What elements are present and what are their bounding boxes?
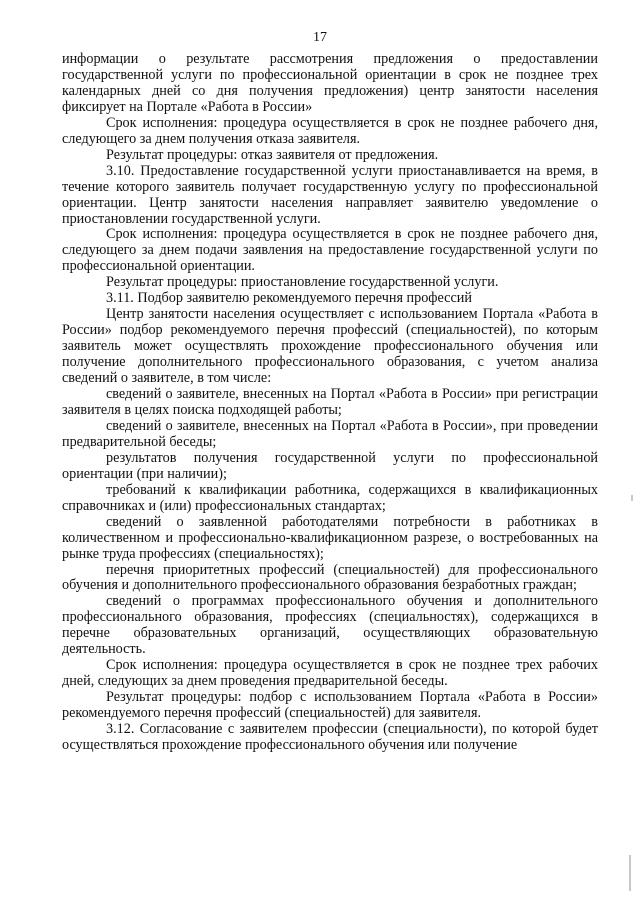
paragraph-deadline: Срок исполнения: процедура осуществляется в срок не позднее трех рабочих дней, следующих за днем проведения предварительной беседы. <box>62 657 598 690</box>
list-item: сведений о программах профессионального обучения и дополнительного профессионального образования, профессиях (специальностях), содержащихся в перечне образовательных организаций, осуществляющих образовательную деятельность. <box>62 593 598 658</box>
list-item: сведений о заявителе, внесенных на Портал «Работа в России» при регистрации заявителя в целях поиска подходящей работы; <box>62 386 598 418</box>
scan-artifact <box>631 495 633 501</box>
list-item: требований к квалификации работника, содержащихся в квалификационных справочниках и (или) профессиональных стандартах; <box>62 481 598 514</box>
section-heading-3-11: 3.11. Подбор заявителю рекомендуемого перечня профессий <box>106 290 472 307</box>
paragraph-result: Результат процедуры: отказ заявителя от предложения. <box>106 146 439 163</box>
paragraph-deadline: Срок исполнения: процедура осуществляется в срок не позднее рабочего дня, следующего за днем подачи заявления на предоставление государственной услуги по профессиональной ориентации. <box>62 226 598 275</box>
paragraph-3-12: 3.12. Согласование с заявителем профессии (специальности), по которой будет осуществляться прохождение профессионального обучения или получение <box>62 721 598 753</box>
body-text <box>62 52 598 754</box>
list-item: перечня приоритетных профессий (специальностей) для профессионального обучения и дополнительного профессионального образования безработных граждан; <box>62 561 598 594</box>
list-item: результатов получения государственной услуги по профессиональной ориентации (при наличии); <box>62 449 598 482</box>
paragraph-result: Результат процедуры: приостановление государственной услуги. <box>106 274 499 291</box>
scan-artifact <box>629 855 631 891</box>
paragraph-deadline: Срок исполнения: процедура осуществляется в срок не позднее рабочего дня, следующего за днем получения отказа заявителя. <box>62 114 598 147</box>
paragraph-3-10: 3.10. Предоставление государственной услуги приостанавливается на время, в течение которого заявитель получает государственную услугу по профессиональной ориентации. Центр занятости населения направляет заявителю уведомление о приостановлении государственной услуги. <box>62 162 598 227</box>
paragraph-result: Результат процедуры: подбор с использованием Портала «Работа в России» рекомендуемого перечня профессий (специальностей) для заявителя. <box>62 689 598 722</box>
list-item: сведений о заявленной работодателями потребности в работниках в количественном и профессионально-квалификационном разрезе, о востребованных на рынке труда профессиях (специальностях); <box>62 513 598 562</box>
paragraph-continued: информации о результате рассмотрения предложения о предоставлении государственной услуги по профессиональной ориентации в срок не позднее трех календарных дней со дня получения предложения) центр занятости населения фиксирует на Портале «Работа в России» <box>62 51 598 115</box>
page-number: 17 <box>313 30 327 45</box>
list-item: сведений о заявителе, внесенных на Портал «Работа в России», при проведении предварительной беседы; <box>62 417 598 450</box>
paragraph-body: Центр занятости населения осуществляет с использованием Портала «Работа в России» подбор рекомендуемого перечня профессий (специальностей), по которым заявитель может осуществлять прохождение профессионального обучения или получение дополнительного профессионального образования, с учетом анализа сведений о заявителе, в том числе: <box>62 306 598 387</box>
